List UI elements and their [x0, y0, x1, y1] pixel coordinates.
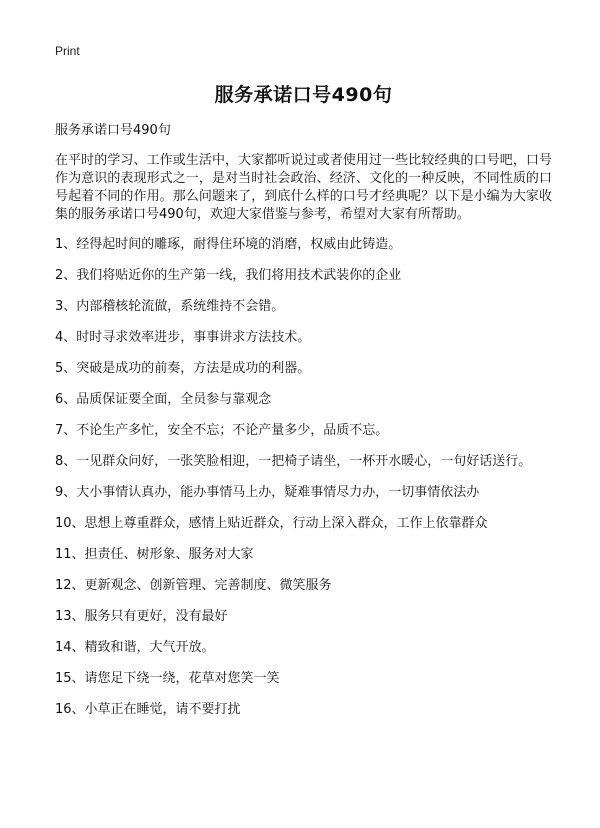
list-item: [55, 670, 552, 688]
subtitle: 服务承诺口号490句: [55, 123, 171, 138]
list-item-text: 15、请您足下绕一绕，花草对您笑一笑: [55, 671, 280, 686]
intro-paragraph: 在平时的学习、工作或生活中，大家都听说过或者使用过一些比较经典的口号吧，口号作为意识的表现形式之一，是对当时社会政治、经济、文化的一种反映，不同性质的口号起着不同的作用。那么问题来了，到底什么样的口号才经典呢？以下是小编为大家收集的服务承诺口号490句，欢迎大家借鉴与参考，希望对大家有所帮助。: [55, 153, 552, 222]
list-item: [55, 639, 552, 657]
list-item-text: 6、品质保证要全面，全员参与靠观念: [55, 392, 272, 407]
list-item: [55, 236, 552, 254]
list-item-text: 9、大小事情认真办，能办事情马上办，疑难事情尽力办，一切事情依法办: [55, 485, 480, 500]
list-item-text: 8、一见群众问好，一张笑脸相迎，一把椅子请坐，一杯开水暖心，一句好话送行。: [55, 454, 532, 469]
list-item-text: 2、我们将贴近你的生产第一线，我们将用技术武装你的企业: [55, 268, 402, 283]
list-item-text: 12、更新观念、创新管理、完善制度、微笑服务: [55, 578, 332, 593]
page-title: 服务承诺口号490句: [214, 84, 393, 106]
list-item: [55, 298, 552, 316]
list-item: [55, 515, 552, 533]
list-item-text: 1、经得起时间的雕琢，耐得住环境的消磨，权威由此铸造。: [55, 237, 402, 252]
list-item: [55, 701, 552, 719]
list-item-text: 7、不论生产多忙，安全不忘；不论产量多少，品质不忘。: [55, 423, 389, 438]
list-item: [55, 546, 552, 564]
list-item-text: 10、思想上尊重群众，感情上贴近群众，行动上深入群众，工作上依靠群众: [55, 516, 488, 531]
list-item-text: 11、担责任、树形象、服务对大家: [55, 547, 254, 562]
list-item-text: 13、服务只有更好，没有最好: [55, 609, 228, 624]
list-item: [55, 391, 552, 409]
list-item: [55, 329, 552, 347]
list-item: [55, 360, 552, 378]
list-item-text: 3、内部稽核轮流做，系统维持不会错。: [55, 299, 285, 314]
list-item-text: 14、精致和谐，大气开放。: [55, 640, 215, 655]
list-item: [55, 453, 552, 471]
list-item: [55, 577, 552, 595]
list-item: [55, 267, 552, 285]
list-item-text: 4、时时寻求效率进步，事事讲求方法技术。: [55, 330, 311, 345]
list-item: [55, 484, 552, 502]
list-item: [55, 422, 552, 440]
list-item-text: 5、突破是成功的前奏，方法是成功的利器。: [55, 361, 311, 376]
print-label: Print: [55, 44, 80, 58]
list-item-text: 16、小草正在睡觉，请不要打扰: [55, 702, 241, 717]
slogan-list: [55, 236, 552, 719]
list-item: [55, 608, 552, 626]
